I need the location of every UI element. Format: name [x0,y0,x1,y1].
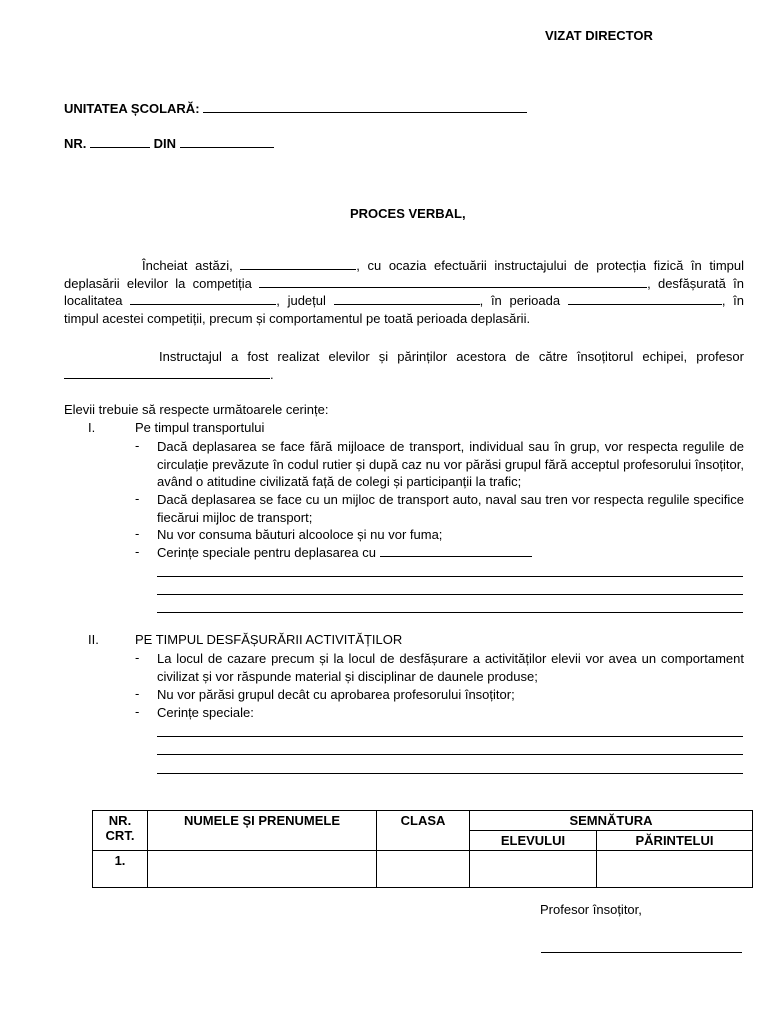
participants-table [92,810,753,888]
blank-line[interactable] [157,754,743,755]
col-header-nr: NR. CRT. [93,811,148,851]
section2-number: II. [88,632,99,647]
bullet-dash: - [135,491,140,506]
county-field[interactable] [334,292,480,305]
instruction-text: . [270,366,274,382]
col-header-parent: PĂRINTELUI [597,831,753,851]
section1-title: Pe timpul transportului [135,420,265,435]
blank-line[interactable] [157,736,743,737]
col-header-student: ELEVULUI [470,831,597,851]
bullet-dash: - [135,526,140,541]
intro-text: , județul [276,293,326,308]
bullet-dash: - [135,686,140,701]
section1-item: Nu vor consuma băuturi alcooloce și nu vor fuma; [157,527,443,542]
row-class-cell[interactable] [377,851,470,888]
signer-signature-line[interactable] [541,952,742,953]
blank-line[interactable] [157,576,743,577]
blank-line[interactable] [157,594,743,595]
approval-label: VIZAT DIRECTOR [545,28,653,43]
row-name-cell[interactable] [148,851,377,888]
instruction-text: Instructajul a fost realizat elevilor și părinților acestora de către însoțitorul echipei, profesor [159,349,744,364]
school-unit-label: UNITATEA ȘCOLARĂ: [64,101,200,116]
section1-item-special [157,544,744,562]
date-field[interactable] [240,257,356,270]
row-parent-signature-cell[interactable] [597,851,753,888]
teacher-field[interactable] [64,366,270,379]
instruction-paragraph [64,348,744,383]
intro-text: , cu ocazia efectuării instructajului de protecția fizică în timpul deplasării elevilor la competiția [64,258,744,291]
locality-field[interactable] [130,292,276,305]
section1-item: Dacă deplasarea se face cu un mijloc de transport auto, naval sau tren vor respecta regulile specifice fiecărui mijloc de transport; [157,492,744,525]
section2-item: La locul de cazare precum și la locul de desfășurare a activităților elevii vor avea un comportament civilizat și vor răspunde material și disciplinar de daunele produse; [157,651,744,684]
requirements-intro: Elevii trebuie să respecte următoarele cerințe: [64,402,329,417]
registration-line [64,135,274,151]
school-unit-field[interactable] [203,100,527,113]
period-field[interactable] [568,292,722,305]
signer-label: Profesor însoțitor, [540,902,642,917]
bullet-dash: - [135,544,140,559]
intro-text: , în perioada [479,293,561,308]
row-nr: 1. [93,851,148,888]
blank-line[interactable] [157,612,743,613]
nr-label: NR. [64,136,87,151]
document-title: PROCES VERBAL, [350,206,466,221]
section2-title: PE TIMPUL DESFĂȘURĂRII ACTIVITĂȚILOR [135,632,403,647]
intro-paragraph [64,257,744,327]
section2-item: Nu vor părăsi grupul decât cu aprobarea profesorului însoțitor; [157,687,515,702]
section1-number: I. [88,420,96,435]
intro-text: , desfășurată în localitatea [64,275,744,308]
bullet-dash: - [135,650,140,665]
bullet-dash: - [135,438,140,453]
transport-mode-field[interactable] [380,544,532,557]
din-label: DIN [153,136,177,151]
section2-item: Cerințe speciale: [157,705,254,720]
bullet-dash: - [135,704,140,719]
col-header-name: NUMELE ȘI PRENUMELE [148,811,377,851]
school-unit-line [64,100,527,116]
section1-item: Dacă deplasarea se face fără mijloace de transport, individual sau în grup, vor respecta regulile de circulație prevăzute în codul rutier și după caz nu vor părăsi grupul fără acceptul profesorului însoțitor, având o atitudine civilizată față de colegi și participanții la trafic; [157,439,744,489]
col-header-signature: SEMNĂTURA [470,811,753,831]
intro-text: , în timpul acestei competiții, precum și comportamentul pe toată perioada deplasării. [64,293,744,326]
din-field[interactable] [180,135,274,148]
nr-field[interactable] [90,135,150,148]
blank-line[interactable] [157,773,743,774]
col-header-class: CLASA [377,811,470,851]
table-row [93,851,753,888]
section1-item-special-label: Cerințe speciale pentru deplasarea cu [157,545,376,560]
intro-text: Încheiat astăzi, [142,258,233,273]
competition-field[interactable] [259,275,647,288]
row-student-signature-cell[interactable] [470,851,597,888]
